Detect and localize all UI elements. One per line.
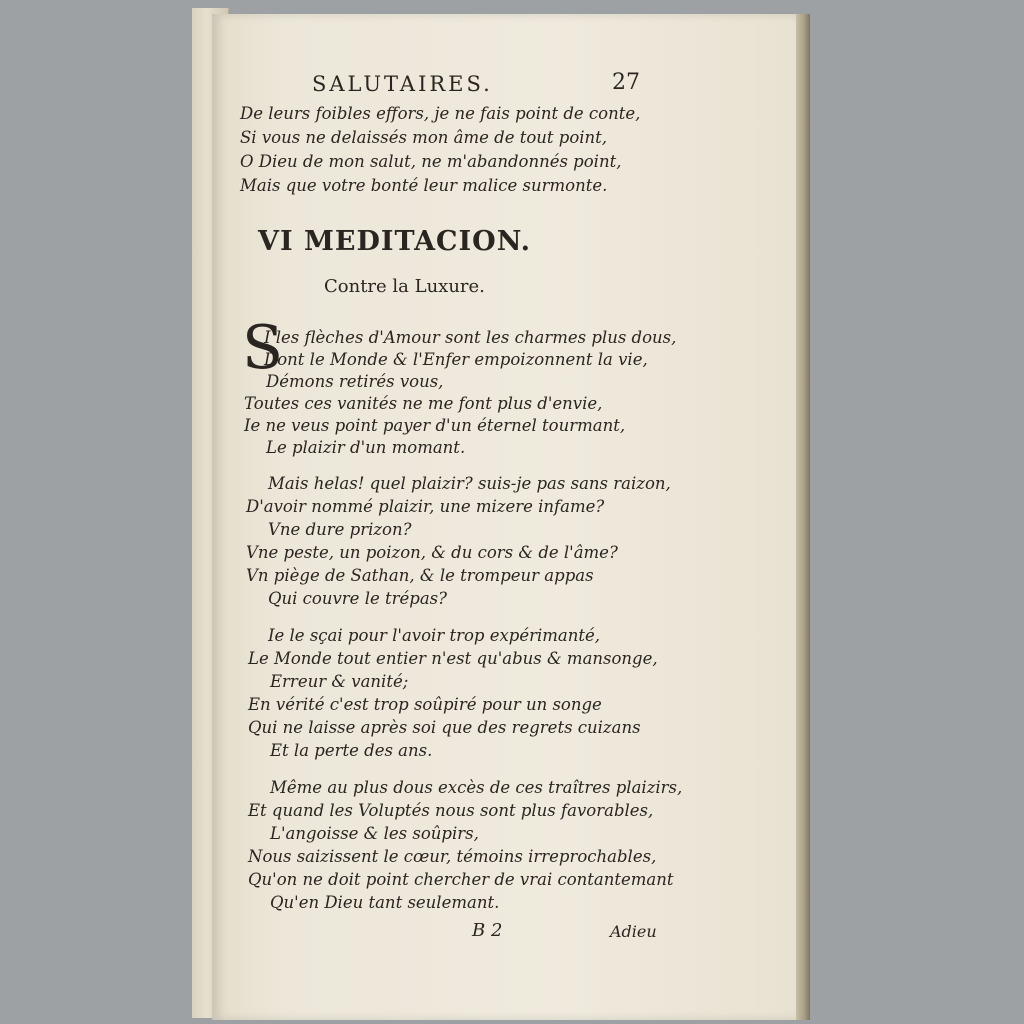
verse-line: De leurs foibles effors, je ne fais point de conte, — [240, 104, 641, 123]
meditation-subtitle: Contre la Luxure. — [324, 276, 485, 297]
page-text — [240, 0, 683, 1024]
verse-line: L'angoisse & les soûpirs, — [270, 824, 479, 843]
verse-line: Ie le sçai pour l'avoir trop expérimanté, — [268, 626, 601, 645]
verse-line: Vne dure prizon? — [268, 520, 412, 539]
verse-line: O Dieu de mon salut, ne m'abandonnés point, — [240, 152, 622, 171]
verse-line: D'avoir nommé plaizir, une mizere infame? — [246, 497, 605, 516]
verse-line: Si vous ne delaissés mon âme de tout point, — [240, 128, 608, 147]
verse-line: Mais que votre bonté leur malice surmonte. — [240, 176, 608, 195]
verse-line: Mais helas! quel plaizir? suis-je pas sans raizon, — [268, 474, 671, 493]
verse-line: Le Monde tout entier n'est qu'abus & mansonge, — [248, 649, 658, 668]
book-fore-edge — [796, 14, 810, 1020]
verse-line: Ie ne veus point payer d'un éternel tourmant, — [244, 416, 626, 435]
page-number: 27 — [612, 70, 640, 95]
verse-line: I les flèches d'Amour sont les charmes plus dous, — [264, 328, 677, 347]
verse-line: Toutes ces vanités ne me font plus d'envie, — [244, 394, 603, 413]
verse-line: Qu'en Dieu tant seulemant. — [270, 893, 500, 912]
verse-line: Et la perte des ans. — [270, 741, 433, 760]
verse-line: Vn piège de Sathan, & le trompeur appas — [246, 566, 594, 585]
verse-line: Qui couvre le trépas? — [268, 589, 447, 608]
drop-cap: S — [242, 313, 284, 383]
catchword: Adieu — [610, 922, 657, 941]
verse-line: Démons retirés vous, — [266, 372, 444, 391]
verse-line: Le plaizir d'un momant. — [266, 438, 466, 457]
verse-line: Erreur & vanité; — [270, 672, 409, 691]
verse-line: Nous saizissent le cœur, témoins irreprochables, — [248, 847, 657, 866]
verse-line: Dont le Monde & l'Enfer empoizonnent la vie, — [264, 350, 648, 369]
verse-line: Et quand les Voluptés nous sont plus favorables, — [248, 801, 654, 820]
verse-line: Vne peste, un poizon, & du cors & de l'âme? — [246, 543, 618, 562]
running-head: SALUTAIRES. — [312, 72, 493, 96]
verse-line: Qui ne laisse après soi que des regrets cuizans — [248, 718, 641, 737]
verse-line: Qu'on ne doit point chercher de vrai contantemant — [248, 870, 674, 889]
verse-line: Même au plus dous excès de ces traîtres plaizirs, — [270, 778, 683, 797]
meditation-title: VI MEDITACION. — [258, 226, 532, 257]
verse-line: En vérité c'est trop soûpiré pour un songe — [248, 695, 602, 714]
signature-mark: B 2 — [472, 920, 503, 941]
